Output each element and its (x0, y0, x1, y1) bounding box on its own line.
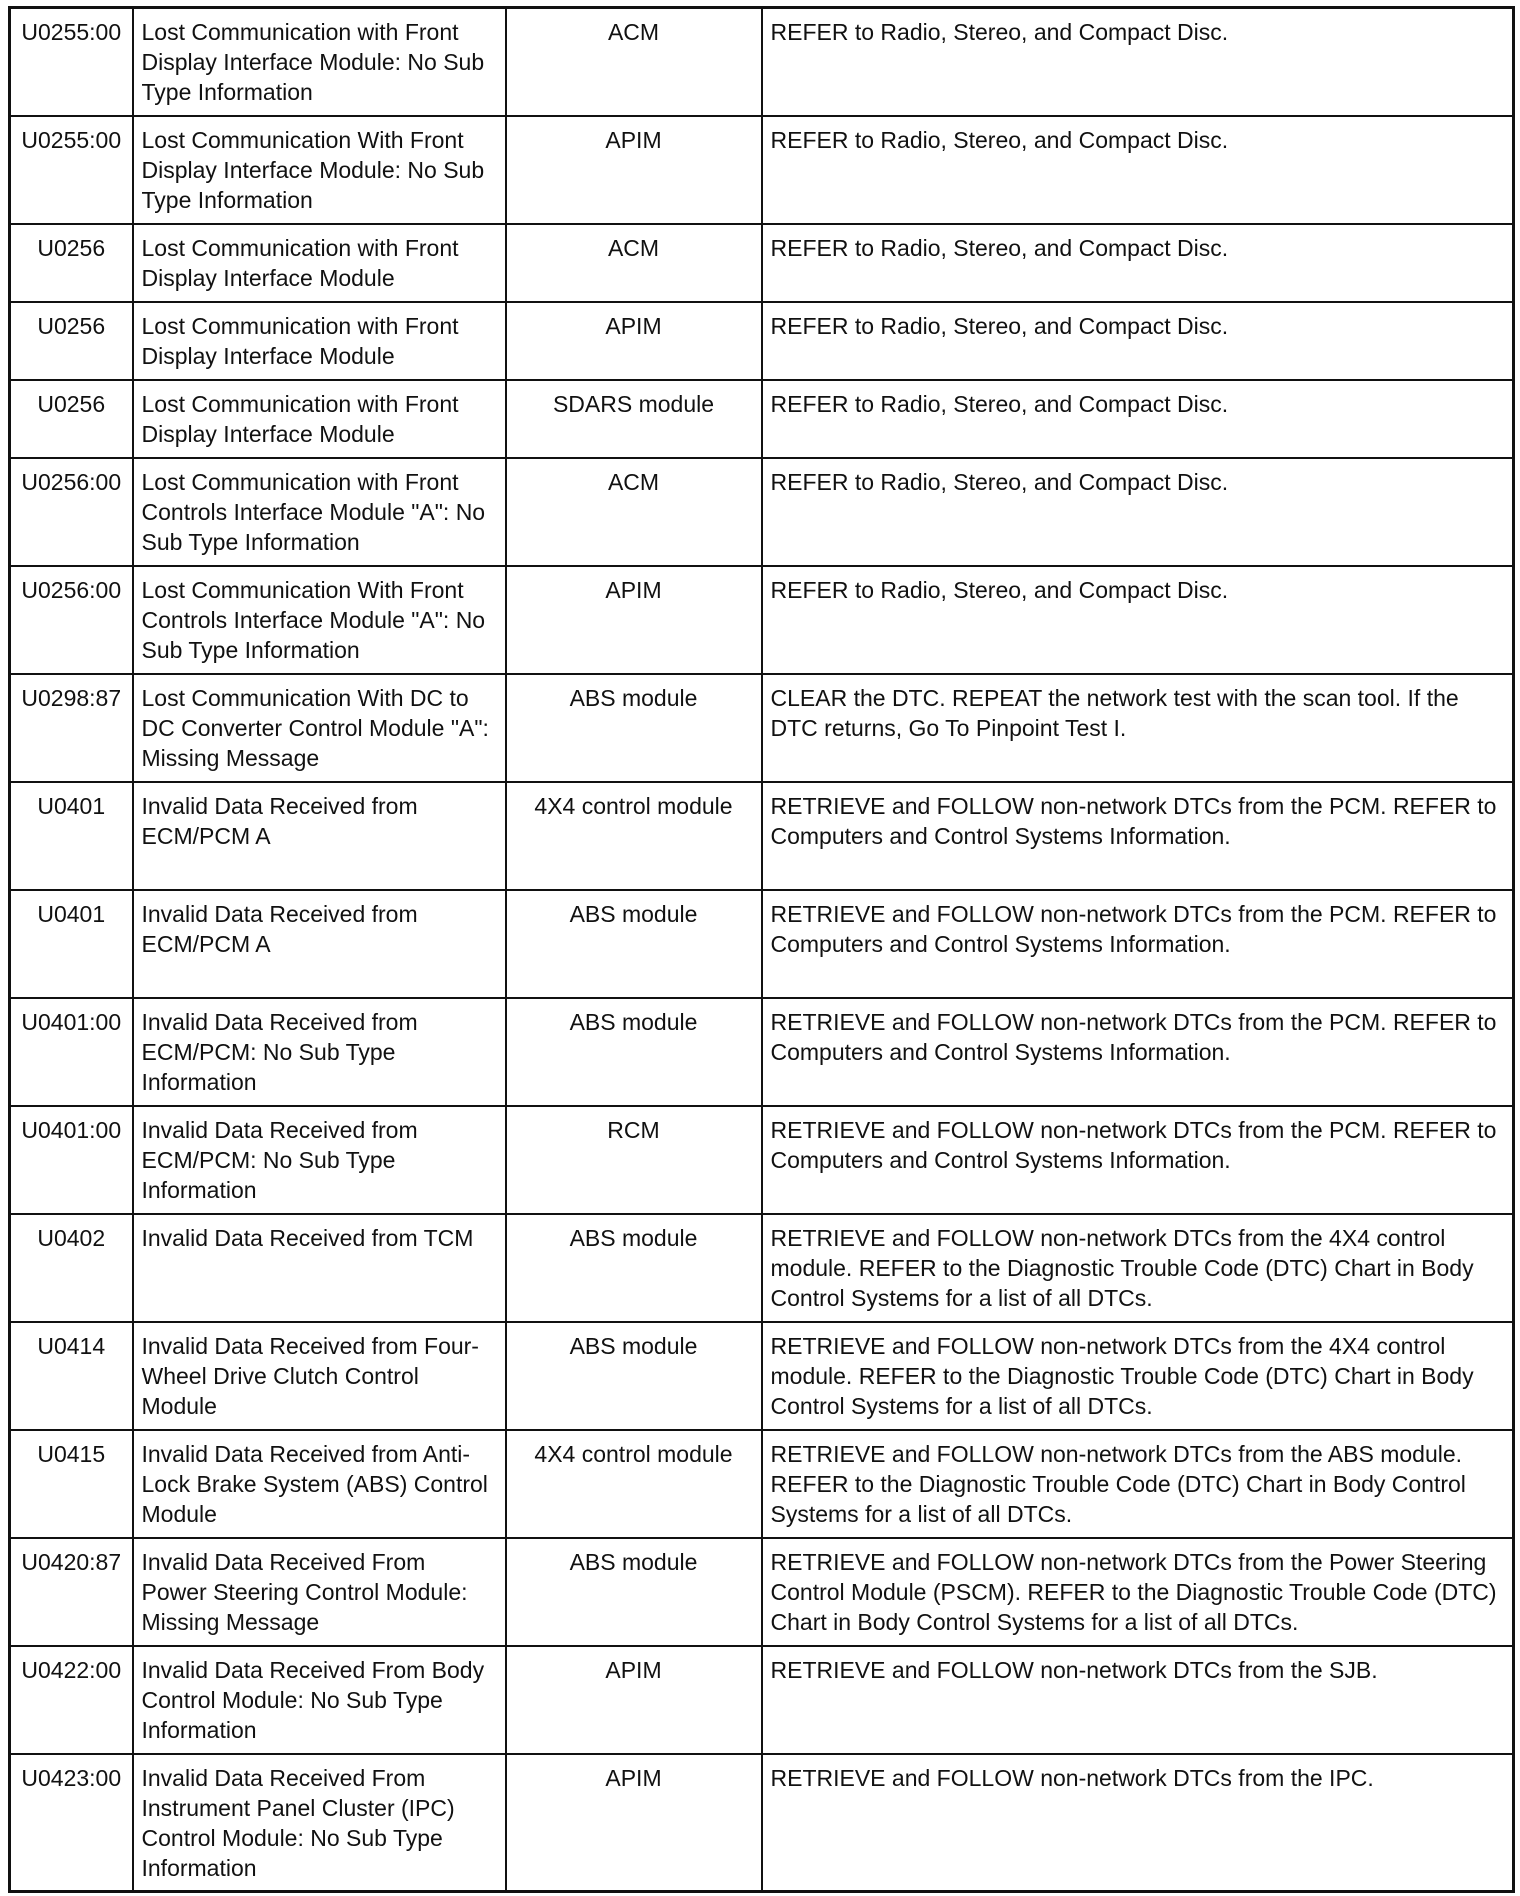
dtc-description-cell: Lost Communication with Front Display Interface Module (133, 302, 506, 380)
dtc-description-cell: Lost Communication with Front Display Interface Module: No Sub Type Information (133, 8, 506, 116)
dtc-code-cell: U0255:00 (10, 116, 133, 224)
dtc-code-cell: U0423:00 (10, 1754, 133, 1892)
module-cell: ABS module (506, 674, 762, 782)
module-cell: APIM (506, 1646, 762, 1754)
table-row (10, 224, 1514, 302)
dtc-code-cell: U0420:87 (10, 1538, 133, 1646)
dtc-description-cell: Lost Communication with Front Controls Interface Module "A": No Sub Type Information (133, 458, 506, 566)
dtc-description-cell: Invalid Data Received from ECM/PCM A (133, 890, 506, 998)
action-cell: REFER to Radio, Stereo, and Compact Disc. (762, 224, 1514, 302)
module-cell: ACM (506, 224, 762, 302)
module-cell: RCM (506, 1106, 762, 1214)
dtc-description-cell: Lost Communication with Front Display Interface Module (133, 380, 506, 458)
module-cell: APIM (506, 1754, 762, 1892)
dtc-code-cell: U0255:00 (10, 8, 133, 116)
dtc-code-cell: U0298:87 (10, 674, 133, 782)
dtc-description-cell: Lost Communication with Front Display Interface Module (133, 224, 506, 302)
action-cell: REFER to Radio, Stereo, and Compact Disc. (762, 116, 1514, 224)
module-cell: APIM (506, 566, 762, 674)
module-cell: 4X4 control module (506, 1430, 762, 1538)
dtc-code-cell: U0401:00 (10, 998, 133, 1106)
dtc-description-cell: Invalid Data Received From Body Control Module: No Sub Type Information (133, 1646, 506, 1754)
action-cell: CLEAR the DTC. REPEAT the network test with the scan tool. If the DTC returns, Go To Pinpoint Test I. (762, 674, 1514, 782)
dtc-description-cell: Invalid Data Received from ECM/PCM A (133, 782, 506, 890)
table-row (10, 782, 1514, 890)
module-cell: ABS module (506, 890, 762, 998)
module-cell: SDARS module (506, 380, 762, 458)
action-cell: REFER to Radio, Stereo, and Compact Disc. (762, 566, 1514, 674)
dtc-table (8, 6, 1515, 1893)
dtc-table-body (10, 8, 1514, 1892)
table-row (10, 458, 1514, 566)
table-row (10, 1106, 1514, 1214)
table-row (10, 302, 1514, 380)
action-cell: RETRIEVE and FOLLOW non-network DTCs from the ABS module. REFER to the Diagnostic Trouble Code (DTC) Chart in Body Control Systems for a list of all DTCs. (762, 1430, 1514, 1538)
action-cell: RETRIEVE and FOLLOW non-network DTCs from the PCM. REFER to Computers and Control Systems Information. (762, 998, 1514, 1106)
module-cell: ABS module (506, 998, 762, 1106)
dtc-code-cell: U0402 (10, 1214, 133, 1322)
action-cell: REFER to Radio, Stereo, and Compact Disc. (762, 458, 1514, 566)
action-cell: RETRIEVE and FOLLOW non-network DTCs from the SJB. (762, 1646, 1514, 1754)
dtc-code-cell: U0256:00 (10, 566, 133, 674)
dtc-code-cell: U0401:00 (10, 1106, 133, 1214)
module-cell: APIM (506, 116, 762, 224)
action-cell: RETRIEVE and FOLLOW non-network DTCs from the PCM. REFER to Computers and Control Systems Information. (762, 1106, 1514, 1214)
table-row (10, 1430, 1514, 1538)
dtc-description-cell: Invalid Data Received from TCM (133, 1214, 506, 1322)
table-row (10, 8, 1514, 116)
table-row (10, 1322, 1514, 1430)
dtc-description-cell: Invalid Data Received from Four-Wheel Drive Clutch Control Module (133, 1322, 506, 1430)
action-cell: REFER to Radio, Stereo, and Compact Disc. (762, 302, 1514, 380)
dtc-code-cell: U0401 (10, 782, 133, 890)
table-row (10, 380, 1514, 458)
action-cell: RETRIEVE and FOLLOW non-network DTCs from the 4X4 control module. REFER to the Diagnostic Trouble Code (DTC) Chart in Body Control Systems for a list of all DTCs. (762, 1214, 1514, 1322)
dtc-code-cell: U0401 (10, 890, 133, 998)
table-row (10, 674, 1514, 782)
action-cell: RETRIEVE and FOLLOW non-network DTCs from the PCM. REFER to Computers and Control Systems Information. (762, 782, 1514, 890)
table-row (10, 1538, 1514, 1646)
action-cell: RETRIEVE and FOLLOW non-network DTCs from the 4X4 control module. REFER to the Diagnostic Trouble Code (DTC) Chart in Body Control Systems for a list of all DTCs. (762, 1322, 1514, 1430)
module-cell: ACM (506, 8, 762, 116)
action-cell: RETRIEVE and FOLLOW non-network DTCs from the PCM. REFER to Computers and Control Systems Information. (762, 890, 1514, 998)
dtc-description-cell: Lost Communication With DC to DC Converter Control Module "A": Missing Message (133, 674, 506, 782)
dtc-code-cell: U0422:00 (10, 1646, 133, 1754)
action-cell: REFER to Radio, Stereo, and Compact Disc. (762, 380, 1514, 458)
table-row (10, 998, 1514, 1106)
dtc-description-cell: Invalid Data Received from Anti-Lock Brake System (ABS) Control Module (133, 1430, 506, 1538)
dtc-description-cell: Invalid Data Received from ECM/PCM: No Sub Type Information (133, 998, 506, 1106)
table-row (10, 116, 1514, 224)
module-cell: ACM (506, 458, 762, 566)
action-cell: REFER to Radio, Stereo, and Compact Disc. (762, 8, 1514, 116)
action-cell: RETRIEVE and FOLLOW non-network DTCs from the IPC. (762, 1754, 1514, 1892)
module-cell: APIM (506, 302, 762, 380)
action-cell: RETRIEVE and FOLLOW non-network DTCs from the Power Steering Control Module (PSCM). REFER to the Diagnostic Trouble Code (DTC) Chart in Body Control Systems for a list of all DTCs. (762, 1538, 1514, 1646)
dtc-description-cell: Invalid Data Received From Power Steering Control Module: Missing Message (133, 1538, 506, 1646)
table-row (10, 566, 1514, 674)
module-cell: 4X4 control module (506, 782, 762, 890)
dtc-description-cell: Invalid Data Received from ECM/PCM: No Sub Type Information (133, 1106, 506, 1214)
dtc-description-cell: Lost Communication With Front Display Interface Module: No Sub Type Information (133, 116, 506, 224)
module-cell: ABS module (506, 1214, 762, 1322)
dtc-description-cell: Invalid Data Received From Instrument Panel Cluster (IPC) Control Module: No Sub Type Information (133, 1754, 506, 1892)
module-cell: ABS module (506, 1322, 762, 1430)
dtc-description-cell: Lost Communication With Front Controls Interface Module "A": No Sub Type Information (133, 566, 506, 674)
module-cell: ABS module (506, 1538, 762, 1646)
table-row (10, 1646, 1514, 1754)
dtc-code-cell: U0415 (10, 1430, 133, 1538)
table-row (10, 890, 1514, 998)
dtc-code-cell: U0256 (10, 302, 133, 380)
dtc-code-cell: U0414 (10, 1322, 133, 1430)
table-row (10, 1754, 1514, 1892)
dtc-code-cell: U0256 (10, 224, 133, 302)
dtc-code-cell: U0256 (10, 380, 133, 458)
dtc-code-cell: U0256:00 (10, 458, 133, 566)
table-row (10, 1214, 1514, 1322)
